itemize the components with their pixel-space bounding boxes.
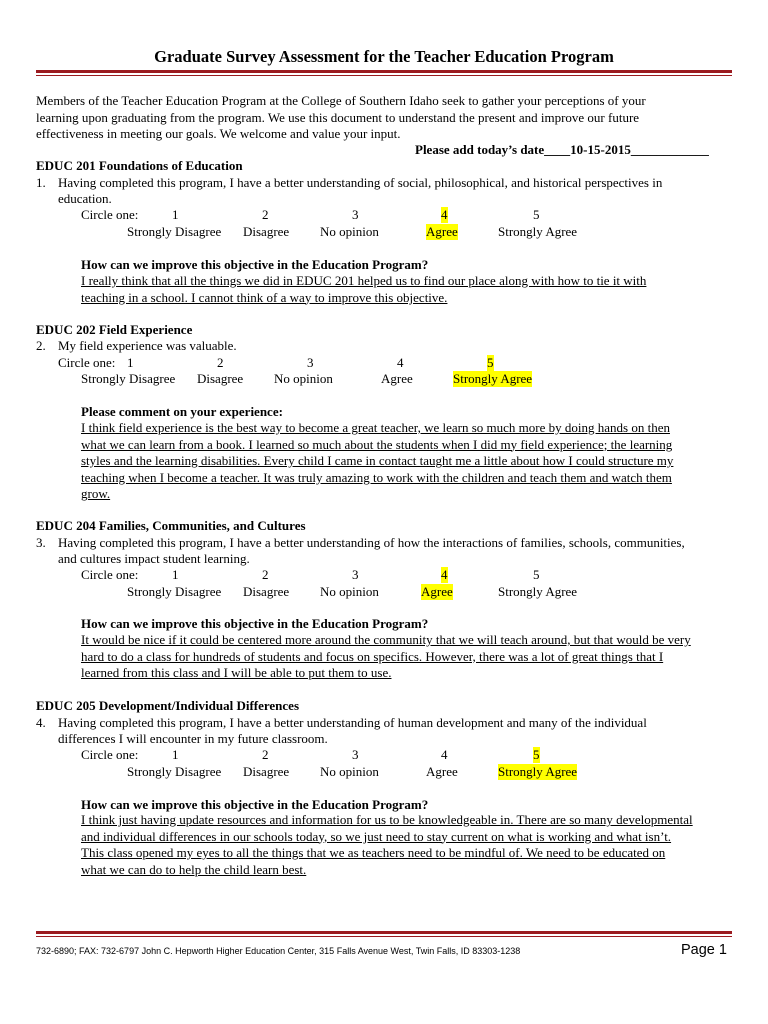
intro-line: learning upon graduating from the program. We use this document to understand the present and improve our future [36,109,640,125]
scale-number-4[interactable]: 4 [441,747,448,762]
question-text: Having completed this program, I have a better understanding of social, philosophical, and historical perspectives in [58,175,663,190]
scale-number-3[interactable]: 3 [307,355,314,370]
comment-response[interactable] [81,632,741,682]
circle-one-label: Circle one: [81,207,139,222]
scale-label-strongly-disagree[interactable]: Strongly Disagree [127,224,222,239]
comment-line: learned from this class and I will be able to put them to use. [81,665,392,681]
comment-prompt: How can we improve this objective in the Education Program? [81,616,429,631]
question-text: Having completed this program, I have a better understanding of human development and many of the individual [58,715,647,730]
scale-label-disagree[interactable]: Disagree [197,371,244,386]
scale-number-5[interactable]: 5 [533,567,540,582]
question [36,338,237,354]
scale-label-strongly-agree-selected[interactable]: Strongly Agree [453,371,533,386]
scale-number-2[interactable]: 2 [262,567,269,582]
question-text: Having completed this program, I have a better understanding of how the interactions of families, schools, communities, [58,535,685,550]
scale-label-disagree[interactable]: Disagree [243,584,290,599]
page-number: Page 1 [681,942,727,958]
intro-line: Members of the Teacher Education Program at the College of Southern Idaho seek to gather your perceptions of your [36,93,646,108]
scale-label-no-opinion[interactable]: No opinion [320,584,379,599]
scale-label-strongly-disagree[interactable]: Strongly Disagree [127,764,222,779]
comment-line: what we can do to help the child learn best. [81,861,307,877]
scale-number-4-selected[interactable]: 4 [441,207,448,222]
scale-label-agree[interactable]: Agree [381,371,413,386]
comment-line: teaching in a school. I cannot think of a way to improve this objective. [81,289,448,305]
question-number: 2. [36,338,46,353]
scale-number-1[interactable]: 1 [172,747,179,762]
comment-line: hard to do a class for hundreds of students and focus on specifics. However, there was a lot of great things that I [81,648,664,664]
comment-line: This class opened my eyes to all the things that we as teachers need to be mindful of. We need to be educated on [81,845,666,861]
question-text: My field experience was valuable. [58,338,237,353]
comment-line: I think field experience is the best way to become a great teacher, we learn so much more by doing hands on then [81,420,670,435]
comment-prompt: How can we improve this objective in the Education Program? [81,257,429,272]
question-text: education. [58,191,112,206]
scale-number-2[interactable]: 2 [262,207,269,222]
intro-paragraph [36,93,646,143]
scale-label-agree-selected[interactable]: Agree [426,224,458,239]
scale-number-4-selected[interactable]: 4 [441,567,448,582]
scale-label-agree[interactable]: Agree [426,764,458,779]
comment-line: teaching when I become a teacher. It was truly amazing to work with the children and teach them and watch them [81,469,672,485]
question-text: and cultures impact student learning. [58,551,250,566]
comment-prompt: Please comment on your experience: [81,404,283,419]
question-number: 1. [36,175,46,190]
section-heading: EDUC 204 Families, Communities, and Cultures [36,518,306,533]
question-number: 4. [36,715,46,730]
comment-line: I think just having update resources and information for us to be knowledgeable in. There are so many developmental [81,812,693,827]
scale-number-3[interactable]: 3 [352,207,359,222]
comment-prompt: How can we improve this objective in the Education Program? [81,797,429,812]
document-title: Graduate Survey Assessment for the Teacher Education Program [154,47,614,66]
circle-one-label: Circle one: [58,355,116,370]
question-text: differences I will encounter in my future classroom. [58,731,328,746]
scale-label-disagree[interactable]: Disagree [243,224,290,239]
comment-line: styles and the learning disabilities. Every child I came in contact taught me a little about how I could structure my [81,453,674,469]
scale-label-no-opinion[interactable]: No opinion [320,224,379,239]
scale-label-agree-selected[interactable]: Agree [421,584,453,599]
question [36,175,662,207]
scale-number-5-selected[interactable]: 5 [487,355,494,370]
date-line: Please add today’s date____10-15-2015____________ [415,142,709,157]
footer-divider [36,931,732,937]
question [36,535,685,567]
scale-number-1[interactable]: 1 [172,207,179,222]
scale-number-3[interactable]: 3 [352,747,359,762]
comment-line: and individual differences in our schools today, so we just need to stay current on what is working and what isn’t. [81,828,672,844]
scale-label-strongly-disagree[interactable]: Strongly Disagree [127,584,222,599]
comment-line: It would be nice if it could be centered more around the community that we will teach around, but that would be very [81,632,691,647]
section-heading: EDUC 202 Field Experience [36,322,193,337]
scale-label-strongly-agree-selected[interactable]: Strongly Agree [498,764,578,779]
scale-label-no-opinion[interactable]: No opinion [320,764,379,779]
scale-number-2[interactable]: 2 [217,355,224,370]
question [36,715,647,747]
question-number: 3. [36,535,46,550]
scale-number-2[interactable]: 2 [262,747,269,762]
scale-label-disagree[interactable]: Disagree [243,764,290,779]
circle-one-label: Circle one: [81,567,139,582]
comment-line: grow. [81,486,111,502]
intro-line: effectiveness in meeting our goals. We welcome and value your input. [36,126,401,141]
scale-label-strongly-agree[interactable]: Strongly Agree [498,584,578,599]
scale-number-1[interactable]: 1 [172,567,179,582]
circle-one-label: Circle one: [81,747,139,762]
title-divider [36,70,732,76]
scale-label-strongly-agree[interactable]: Strongly Agree [498,224,578,239]
comment-line: what we can learn from a book. I learned so much about the students when I did my field experience; the learning [81,436,673,452]
scale-number-5-selected[interactable]: 5 [533,747,540,762]
comment-response[interactable] [81,420,741,503]
comment-response[interactable] [81,273,741,306]
comment-line: I really think that all the things we did in EDUC 201 helped us to find our place along with how to tie it with [81,273,647,288]
section-heading: EDUC 201 Foundations of Education [36,158,243,173]
scale-label-strongly-disagree[interactable]: Strongly Disagree [81,371,176,386]
scale-number-3[interactable]: 3 [352,567,359,582]
scale-number-1[interactable]: 1 [127,355,134,370]
comment-response[interactable] [81,812,741,878]
scale-label-no-opinion[interactable]: No opinion [274,371,333,386]
scale-number-5[interactable]: 5 [533,207,540,222]
section-heading: EDUC 205 Development/Individual Differences [36,698,300,713]
footer-contact: 732-6890; FAX: 732-6797 John C. Hepworth Higher Education Center, 315 Falls Avenue West, Twin Falls, ID 83303-1238 [36,946,521,956]
scale-number-4[interactable]: 4 [397,355,404,370]
